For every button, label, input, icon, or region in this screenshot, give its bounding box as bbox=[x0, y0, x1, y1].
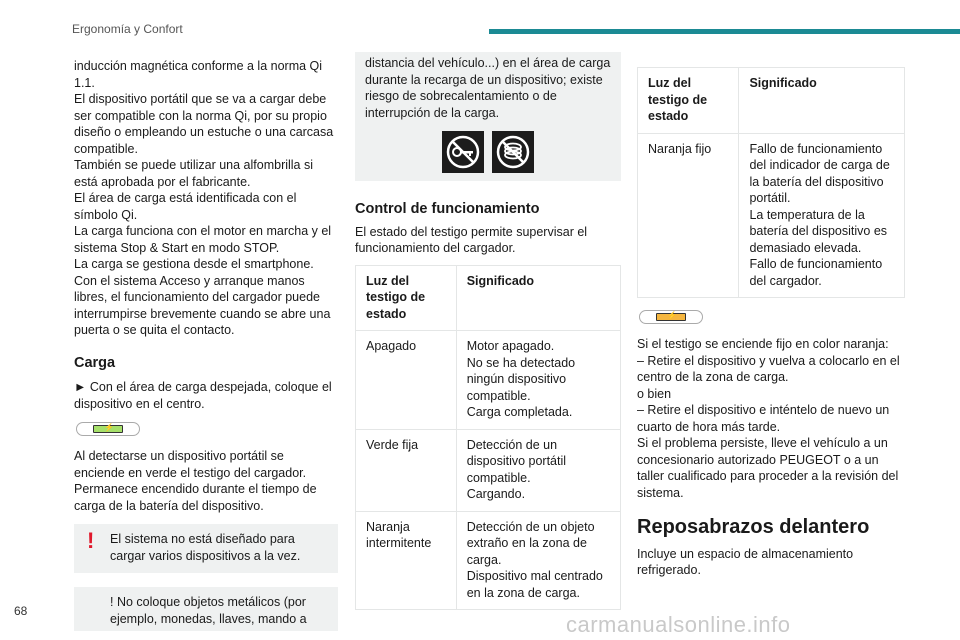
warning-box bbox=[74, 587, 338, 631]
no-keys-icon bbox=[442, 131, 484, 173]
charger-led-green-icon: ⚡ bbox=[76, 422, 140, 436]
warning-box bbox=[74, 524, 338, 573]
table-header: Luz del testigo de estado bbox=[356, 265, 457, 331]
table-header: Significado bbox=[739, 68, 905, 134]
table-row bbox=[356, 331, 621, 430]
orange-led-text: Si el testigo se enciende fijo en color naranja: – Retire el dispositivo y vuelva a colocarlo en el centro de la zona de carga. o bien – Retire el dispositivo e inténtelo de nuevo un cuarto de hora más tarde. Si el problema persiste, lleve el vehículo a un concesionario autorizado PEUGEOT o a un taller cualificado para proceder a la revisión del sistema. bbox=[637, 337, 900, 500]
warning-text: No coloque objetos metálicos (por ejemplo, monedas, llaves, mando a bbox=[110, 595, 307, 626]
table-cell: Detección de un objeto extraño en la zona de carga. Dispositivo mal centrado en la zona de carga. bbox=[456, 511, 620, 610]
paragraph: El área de carga está identificada con el símbolo Qi. bbox=[74, 191, 297, 222]
warning-icon: ! bbox=[87, 528, 95, 553]
paragraph: También se puede utilizar una alfombrilla si está aprobada por el fabricante. bbox=[74, 158, 314, 189]
warning-text: El sistema no está diseñado para cargar varios dispositivos a la vez. bbox=[110, 532, 301, 563]
status-table bbox=[355, 265, 621, 611]
paragraph: La carga funciona con el motor en marcha y el sistema Stop & Start en modo STOP. bbox=[74, 224, 332, 255]
table-cell: Verde fija bbox=[356, 429, 457, 511]
column-3 bbox=[637, 52, 905, 579]
table-header: Significado bbox=[456, 265, 620, 331]
status-table bbox=[637, 67, 905, 298]
table-cell: Fallo de funcionamiento del indicador de carga de la batería del dispositivo portátil. La temperatura de la batería del dispositivo es demasiado elevada. Fallo de funcionamiento del cargador. bbox=[739, 133, 905, 298]
table-cell: Detección de un dispositivo portátil compatible. Cargando. bbox=[456, 429, 620, 511]
table-header: Luz del testigo de estado bbox=[638, 68, 739, 134]
reposabrazos-text: Incluye un espacio de almacenamiento refrigerado. bbox=[637, 546, 854, 577]
section-title: Ergonomía y Confort bbox=[72, 22, 183, 36]
charger-led-orange-icon: ⚡ bbox=[639, 310, 703, 324]
table-cell: Apagado bbox=[356, 331, 457, 430]
column-2 bbox=[355, 52, 621, 610]
watermark: carmanualsonline.info bbox=[566, 612, 791, 637]
page-number: 68 bbox=[14, 604, 28, 618]
green-led-text: Al detectarse un dispositivo portátil se enciende en verde el testigo del cargador. Permanece encendido durante el tiempo de carga de la batería del dispositivo. bbox=[74, 449, 317, 513]
table-cell: Naranja fijo bbox=[638, 133, 739, 298]
warning-continuation-box bbox=[355, 52, 621, 181]
table-cell: Naranja intermitente bbox=[356, 511, 457, 610]
reposabrazos-heading: Reposabrazos delantero bbox=[637, 516, 870, 538]
warning-icon: ! bbox=[110, 595, 114, 609]
header-accent-bar bbox=[489, 29, 960, 34]
table-cell: Motor apagado. No se ha detectado ningún dispositivo compatible. Carga completada. bbox=[456, 331, 620, 430]
paragraph: Con el sistema Acceso y arranque manos libres, el funcionamiento del cargador puede interrumpirse brevemente cuando se abre una puerta o se quita el contacto. bbox=[74, 273, 331, 337]
table-row bbox=[356, 429, 621, 511]
control-intro: El estado del testigo permite supervisar el funcionamiento del cargador. bbox=[355, 224, 588, 255]
carga-heading: Carga bbox=[74, 354, 116, 371]
paragraph: El dispositivo portátil que se va a cargar debe ser compatible con la norma Qi, por su propio diseño o empleando un estuche o una carcasa compatible. bbox=[74, 92, 334, 156]
control-heading: Control de funcionamiento bbox=[355, 201, 540, 217]
table-row bbox=[638, 133, 905, 298]
paragraph: inducción magnética conforme a la norma Qi 1.1. bbox=[74, 59, 323, 90]
no-coins-icon bbox=[492, 131, 534, 173]
carga-step: ► Con el área de carga despejada, coloque el dispositivo en el centro. bbox=[74, 380, 332, 411]
table-row bbox=[356, 511, 621, 610]
column-1 bbox=[74, 58, 338, 631]
warning-text: distancia del vehículo...) en el área de carga durante la recarga de un dispositivo; existe riesgo de sobrecalentamiento o de interrupción de la carga. bbox=[365, 56, 611, 120]
paragraph: La carga se gestiona desde el smartphone. bbox=[74, 257, 314, 271]
